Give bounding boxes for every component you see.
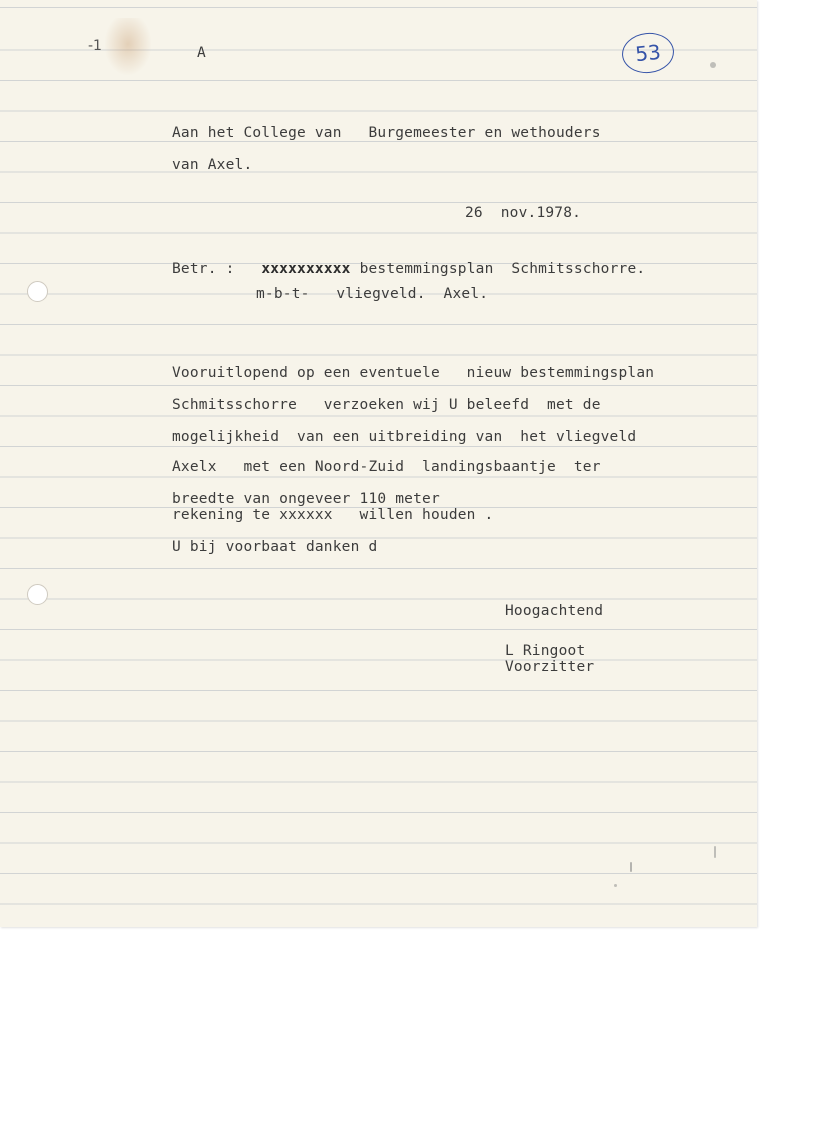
body-line-1: Vooruitlopend op een eventuele nieuw bestemmingsplan	[172, 365, 655, 381]
paper-speck	[630, 862, 632, 872]
subject-rest: bestemmingsplan Schmitsschorre.	[359, 261, 646, 277]
subject-line-2: m-b-t- vliegveld. Axel.	[256, 286, 489, 302]
body-line-3: mogelijkheid van een uitbreiding van het vliegveld	[172, 429, 637, 445]
subject-line-1	[172, 260, 645, 278]
pencil-number: -1	[88, 38, 102, 54]
stamp-smudge	[104, 18, 152, 76]
signatory-name: L Ringoot	[505, 643, 586, 659]
body-line-2: Schmitsschorre verzoeken wij U beleefd met de	[172, 397, 601, 413]
signatory-title: Voorzitter	[505, 659, 595, 675]
closing-greeting: Hoogachtend	[505, 603, 604, 619]
struck-word: xxxxxxxxxx	[261, 261, 351, 277]
addressee-line-2: van Axel.	[172, 157, 253, 173]
letter-code: A	[197, 45, 206, 61]
paper-speck	[710, 62, 716, 68]
body-line-5: breedte van ongeveer 110 meter	[172, 491, 440, 507]
body-line-4: Axelx met een Noord-Zuid landingsbaantje ter	[172, 459, 601, 475]
paper-speck	[714, 846, 716, 858]
paper-speck	[614, 884, 617, 887]
subject-label: Betr. :	[172, 261, 235, 277]
addressee-line-1: Aan het College van Burgemeester en wethouders	[172, 125, 601, 141]
letter-date: 26 nov.1978.	[465, 205, 582, 221]
body-line-6: rekening te xxxxxx willen houden .	[172, 507, 494, 523]
circled-archive-number: 53	[620, 30, 676, 75]
punch-hole-upper	[27, 281, 48, 302]
punch-hole-lower	[27, 584, 48, 605]
body-line-7: U bij voorbaat danken d	[172, 539, 378, 555]
